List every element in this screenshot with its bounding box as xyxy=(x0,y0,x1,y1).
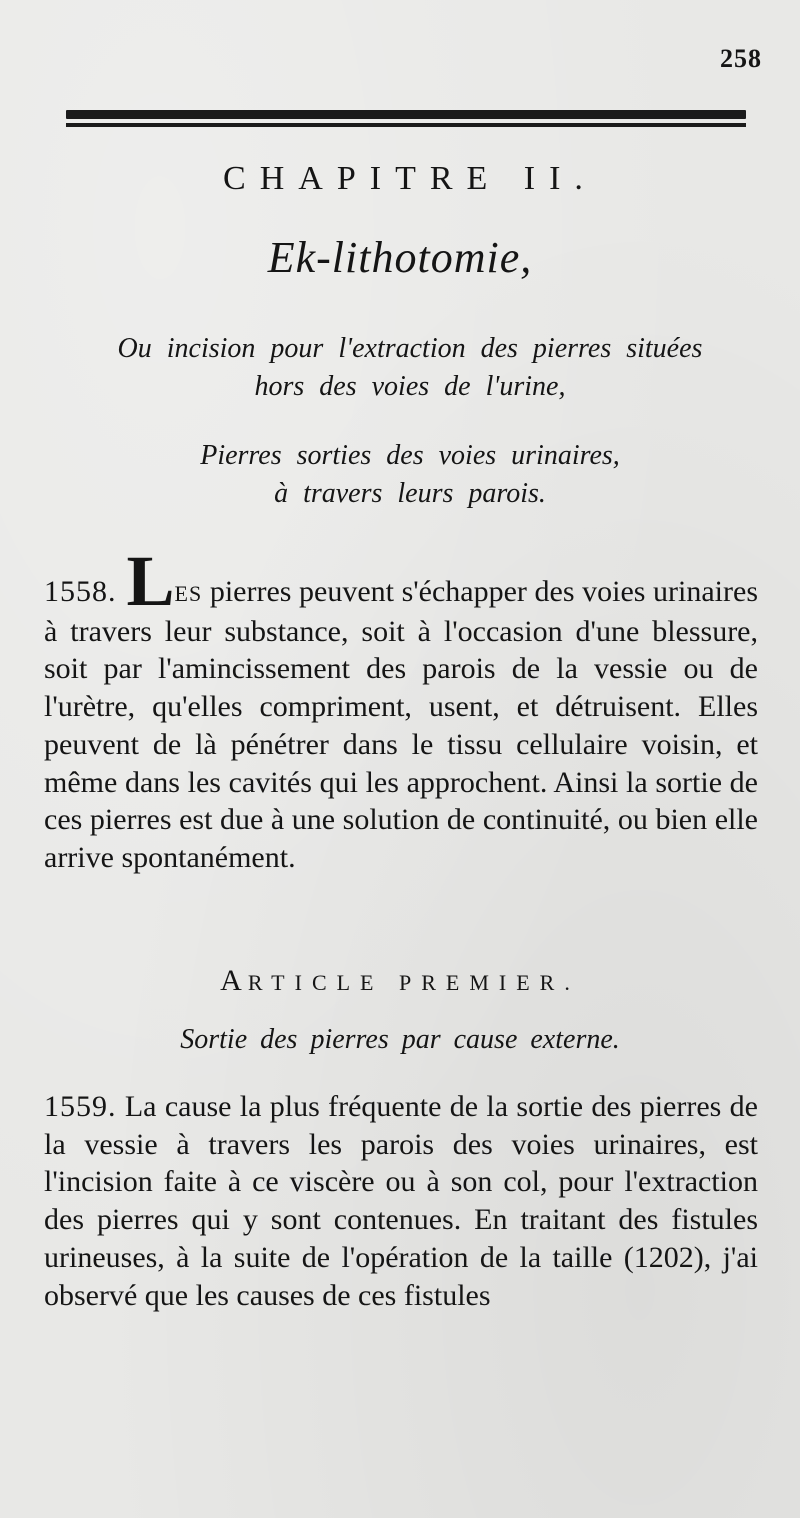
header-rule-thin xyxy=(66,123,746,127)
paragraph-text: pierres peuvent s'échapper des voies urinaires à travers leur substance, soit à l'occasion d'une blessure, soit par l'amincissement des parois de la vessie ou de l'urètre, qu'elles compriment, usent, et détruisent. Elles peuvent de là pénétrer dans le tissu cellulaire voisin, et même dans les cavités qui les approchent. Ainsi la sortie de ces pierres est due à une solution de continuité, ou bien elle arrive spontanément. xyxy=(44,575,758,874)
paragraph-text: La cause la plus fréquente de la sortie des pierres de la vessie à travers les parois des voies urinaires, est l'incision faite à ce viscère ou à son col, pour l'extraction des pierres qui y sont contenues. En traitant des fistules urineuses, à la suite de l'opération de la taille (1202), j'ai observé que les causes de ces fistules xyxy=(44,1090,758,1312)
paragraph-number: 1558. xyxy=(44,575,117,608)
drop-cap: L xyxy=(126,541,175,621)
header-rule-thick xyxy=(66,110,746,119)
paragraph-1559 xyxy=(44,1088,758,1314)
chapter-subtitle-1 xyxy=(40,330,780,406)
chapter-subtitle-2 xyxy=(40,437,780,513)
chapter-heading: CHAPITRE II. xyxy=(223,160,597,197)
article-heading-initial: A xyxy=(220,964,248,997)
small-caps-text: ES xyxy=(174,581,203,606)
chapter-subtitle-2-line-2: à travers leurs parois. xyxy=(274,478,546,509)
paragraph-1558 xyxy=(44,541,758,877)
chapter-title: Ek-lithotomie, xyxy=(267,233,533,282)
page-number: 258 xyxy=(720,44,762,73)
paragraph-number: 1559. xyxy=(44,1090,117,1123)
chapter-subtitle-1-line-2: hors des voies de l'urine, xyxy=(254,371,566,402)
article-subtitle: Sortie des pierres par cause externe. xyxy=(180,1024,620,1055)
chapter-subtitle-2-line-1: Pierres sorties des voies urinaires, xyxy=(200,440,620,471)
article-heading xyxy=(0,964,800,998)
chapter-subtitle-1-line-1: Ou incision pour l'extraction des pierres situées xyxy=(117,333,703,364)
article-heading-rest: RTICLE PREMIER. xyxy=(247,970,580,995)
header-double-rule xyxy=(66,110,746,130)
